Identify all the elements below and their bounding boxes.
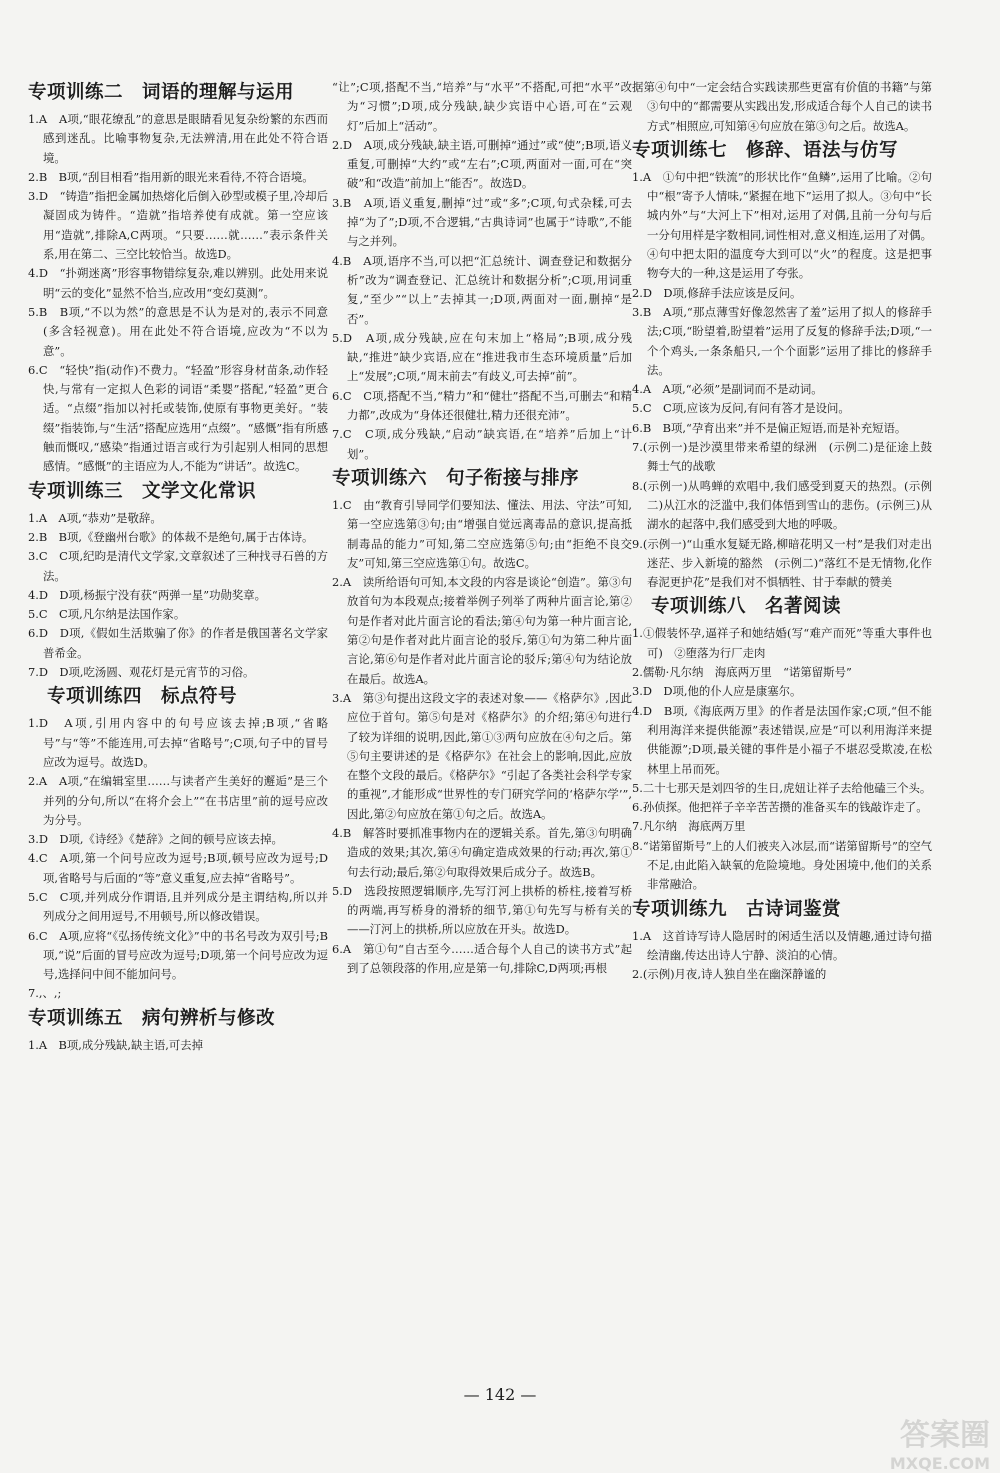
answer-item: 6.C C项,搭配不当,“精力”和“健壮”搭配不当,可删去“和精力都”,改成为“身体还很健壮,精力还很充沛”。: [332, 388, 632, 423]
answer-item: 5.C C项,凡尔纳是法国作家。: [28, 607, 186, 622]
answer-item: 6.A 第①句“自古至今……适合每个人自己的读书方式”起到了总领段落的作用,应是第一句,排除C,D两项;再根: [332, 941, 632, 976]
answer-item: 3.D “铸造”指把金属加热熔化后倒入砂型或模子里,冷却后凝固成为铸件。“造就”指培养使有成就。第一空应该用“造就”,排除A,C两项。“只要……就……”表示条件关系,用在第二、三空比较恰当。故选D。: [28, 189, 328, 262]
answer-item: 6.C “轻快”指(动作)不费力。“轻盈”形容身材苗条,动作轻快,与常有一定拟人色彩的词语“柔婴”搭配,“轻盈”更合适。“点缀”指加以衬托或装饰,使原有事物更美好。“装缀”指装饰,与“生活”搭配应选用“点缀”。“感慨”指有所感触而慨叹,“感染”指通过语言或行为引起别人相同的思想感情。“感慨”的主语应为人,不能为“讲话”。故选C。: [28, 362, 328, 474]
answer-item: 3.B A项,语义重复,删掉“过”或“多”;C项,句式杂糅,可去掉“为了”;D项,不合逻辑,“古典诗词”也属于“诗歌”,不能与之并列。: [332, 195, 632, 249]
answer-item: 6.B B项,“孕育出来”并不是偏正短语,而是补充短语。: [632, 420, 907, 435]
answer-item: 4.B A项,语序不当,可以把“汇总统计、调查登记和数据分析”改为“调查登记、汇总统计和数据分析”;C项,用词重复,“至少”“以上”去掉其一;D项,两面对一面,删掉“是否”。: [332, 253, 632, 326]
answer-item: 4.B 解答时要抓准事物内在的逻辑关系。首先,第③句明确造成的效果;其次,第④句确定造成效果的行动;再次,第①句去行动;最后,第②句取得效果后成分子。故选B。: [332, 825, 632, 879]
watermark-logo: [790, 1410, 990, 1473]
answer-item: 1.A A项,“眼花缭乱”的意思是眼睛看见复杂纷繁的东西而感到迷乱。比喻事物复杂,无法辨清,用在此处不符合语境。: [28, 112, 328, 165]
answer-item: 6.D D项,《假如生活欺骗了你》的作者是俄国著名文学家普希金。: [28, 626, 328, 660]
answer-item: 2.B B项,《登幽州台歌》的体裁不是绝句,属于古体诗。: [28, 529, 314, 544]
section-title: 专项训练二 词语的理解与运用: [28, 82, 295, 103]
answer-item: 4.D “扑朔迷离”形容事物错综复杂,难以辨别。此处用来说明“云的变化”显然不恰当,应改用“变幻莫测”。: [28, 266, 328, 300]
section-title: 专项训练五 病句辨析与修改: [28, 1007, 276, 1029]
answer-item: 3.D D项,他的仆人应是康塞尔。: [632, 684, 802, 699]
answer-item: 1.①假装怀孕,逼祥子和她结婚(写“难产而死”等重大事件也可) ②堕落为行厂走肉: [632, 626, 932, 660]
answer-item: 2.D D项,修辞手法应该是反问。: [632, 285, 802, 300]
answer-item: 4.D D项,杨振宁没有获“两弹一星”功勋奖章。: [28, 587, 267, 602]
column-middle: [332, 78, 632, 978]
answer-item: 2.儒勒·凡尔纳 海底两万里 “诺第留斯号”: [632, 665, 852, 680]
answer-item: 5.C C项,应该为反问,有问有答才是设问。: [632, 401, 850, 416]
column-right: [632, 78, 932, 984]
watermark-top: 答案圈: [900, 1418, 990, 1453]
section-title: 专项训练九 古诗词鉴赏: [632, 898, 842, 920]
answer-item: 2.(示例)月夜,诗人独自坐在幽深静谧的: [632, 967, 827, 982]
answer-item: 7.凡尔纳 海底两万里: [632, 819, 746, 834]
answer-item: 据第④句中“一定会结合实践读那些更富有价值的书籍”与第③句中的“都需要从实践出发,形成适合每个人自己的读书方式”相照应,可知第④句应放在第③句之后。故选A。: [632, 80, 932, 133]
answer-item: 1.A 这首诗写诗人隐居时的闲适生活以及情趣,通过诗句描绘清幽,传达出诗人宁静、淡泊的心情。: [632, 928, 932, 962]
answer-item: 2.B B项,“刮目相看”指用新的眼光来看待,不符合语境。: [28, 169, 314, 184]
answer-item: 5.D 选段按照逻辑顺序,先写汀河上拱桥的桥柱,接着写桥的两端,再写桥身的滑轿的细节,第①句先写与桥有关的——汀河上的拱桥,所以应放在开头。故选D。: [332, 883, 632, 937]
answer-item: 1.A B项,成分残缺,缺主语,可去掉: [28, 1037, 204, 1052]
section-title: 专项训练八 名著阅读: [632, 596, 842, 618]
answer-item: 8.(示例一)从鸣蝉的欢唱中,我们感受到夏天的热烈。(示例二)从江水的泛滥中,我们体悟到雪山的悲伤。(示例三)从湖水的起落中,我们感受到大地的呼吸。: [632, 478, 932, 532]
answer-item: 2.D A项,成分残缺,缺主语,可删掉“通过”或“使”;B项,语义重复,可删掉“大约”或“左右”;C项,两面对一面,可在“突破”和“改造”前加上“能否”。故选D。: [332, 137, 632, 191]
answer-item: 3.A 第③句提出这段文字的表述对象——《格萨尔》,因此应位于首句。第⑤句是对《格萨尔》的介绍;第④句进行了较为详细的说明,因此,第①③两句应放在④句之后。第⑤句主要讲述的是《格萨尔》在社会上的影响,因此,应放在整个文段的最后。《格萨尔》“引起了各类社会科学专家的重视”,才能形成“世界性的专门研究学问的‘格萨尔学’”,因此,第②句应放在第①句之后。故选A。: [332, 690, 632, 821]
answer-item: 7.D D项,吃汤圆、观花灯是元宵节的习俗。: [28, 665, 255, 680]
answer-item: 1.C 由“教育引导同学们要知法、懂法、用法、守法”可知,第一空应选第③句;由“增强自觉远离毒品的意识,提高抵制毒品的能力”可知,第二空应选第⑤句;由“拒绝不良交友”可知,第三空应选第①句。故选C。: [332, 497, 632, 570]
answer-item: 5.D A项,成分残缺,应在句末加上“格局”;B项,成分残缺,“推进”缺少宾语,应在“推进我市生态环境质量”后加上“发展”;C项,“周末前去”有歧义,可去掉“前”。: [332, 330, 632, 384]
answer-item: 7.C C项,成分残缺,“启动”缺宾语,在“培养”后加上“计划”。: [332, 427, 632, 461]
answer-item: 2.A A项,“在编辑室里……与读者产生美好的邂逅”是三个并列的分句,所以“在将介会上”“在书店里”前的逗号应改为分号。: [28, 774, 328, 827]
section-title: 专项训练三 文学文化常识: [28, 480, 257, 502]
answer-item: 8.“诺第留斯号”上的人们被夹入冰层,而“诺第留斯号”的空气不足,由此陷入缺氧的危险境地。身处困境中,他们的关系非常融洽。: [632, 838, 932, 892]
answer-item: 5.C C项,并列成分作谓语,且并列成分是主谓结构,所以并列成分之间用逗号,不用顿号,所以修改错误。: [28, 889, 328, 924]
answer-item: 7.,、,;: [28, 986, 62, 1001]
section-title: 专项训练六 句子衔接与排序: [332, 467, 580, 489]
answer-item: 5.B B项,“不以为然”的意思是不认为是对的,表示不同意(多含轻视意)。用在此处不符合语境,应改为“不以为意”。: [28, 304, 328, 358]
answer-item: 9.(示例一)“山重水复疑无路,柳暗花明又一村”是我们对走出迷茫、步入新境的豁然 (示例二)“落红不是无情物,化作春泥更护花”是我们对不惧牺牲、甘于奉献的赞美: [632, 536, 932, 590]
answer-item: 1.D A项,引用内容中的句号应该去掉;B项,“省略号”与“等”不能连用,可去掉“省略号”;C项,句子中的冒号应改为逗号。故选D。: [28, 716, 328, 769]
answer-item: 1.A A项,“恭劝”是敬辞。: [28, 510, 162, 525]
answer-item: 7.(示例一)是沙漠里带来希望的绿洲 (示例二)是征途上鼓舞士气的战歌: [632, 440, 932, 474]
page-number: — 142 —: [463, 1385, 537, 1404]
section-title: 专项训练四 标点符号: [28, 686, 238, 708]
answer-item: 4.A A项,“必须”是副词而不是动词。: [632, 382, 823, 397]
answer-item: “让”;C项,搭配不当,“培养”与“水平”不搭配,可把“水平”改为“习惯”;D项,成分残缺,缺少宾语中心语,可在“云观灯”后加上“活动”。: [332, 80, 632, 133]
answer-item: 5.二十七那天是刘四爷的生日,虎妞让祥子去给他磕三个头。: [632, 780, 932, 795]
answer-item: 3.C C项,纪昀是清代文学家,文章叙述了三种找寻石兽的方法。: [28, 549, 328, 583]
answer-item: 4.C A项,第一个问号应改为逗号;B项,顿号应改为逗号;D项,省略号与后面的“等”意义重复,应去掉“省略号”。: [28, 851, 328, 885]
answer-item: 6.C A项,应将“《弘扬传统文化》”中的书名号改为双引号;B项,“说”后面的冒号应改为逗号;D项,第一个问号应改为逗号,选择问中间不能加问号。: [28, 928, 328, 982]
answer-item: 2.A 读所给语句可知,本文段的内容是谈论“创造”。第③句放首句为本段观点;接着举例子列举了两种片面言论,第②句是作者对此片面言论的看法;第④句为第一种片面言论,第②句是作者对此片面言论的驳斥,第①句为第二种片面言论,第⑥句是作者对此片面言论的驳斥;第④句为结论放在最后。故选A。: [332, 575, 632, 686]
column-left: [28, 78, 328, 1055]
answer-item: 3.B A项,“那点薄雪好像忽然害了羞”运用了拟人的修辞手法;C项,“盼望着,盼望着”运用了反复的修辞手法;D项,“一个个鸡头,一条条船只,一个个面影”运用了排比的修辞手法。: [632, 304, 932, 377]
answer-item: 1.A ①句中把“铁流”的形状比作“鱼鳞”,运用了比喻。②句中“根”寄予人情味,“紧握在地下”运用了拟人。③句中“长城内外”与“大河上下”相对,运用了对偶,且前一分句与后一分句用样是字数相同,词性相对,意义相连,运用了对偶。④句中把太阳的温度夸大到可以“火”的程度。这是把事物夸大的一种,这是运用了夸张。: [632, 169, 932, 281]
watermark-bottom: MXQE.COM: [889, 1454, 990, 1473]
answer-item: 3.D D项,《诗经》《楚辞》之间的顿号应该去掉。: [28, 832, 283, 847]
answer-item: 4.D B项,《海底两万里》的作者是法国作家;C项,“但不能利用海洋来提供能源”表述错误,应是“可以利用海洋来提供能源”;D项,最关键的事件是小福子不堪忍受欺凌,在松林里上吊而死。: [632, 703, 932, 776]
section-title: 专项训练七 修辞、语法与仿写: [632, 139, 899, 161]
answer-item: 6.孙侦探。他把祥子辛辛苦苦攒的准备买车的钱敲诈走了。: [632, 800, 928, 815]
